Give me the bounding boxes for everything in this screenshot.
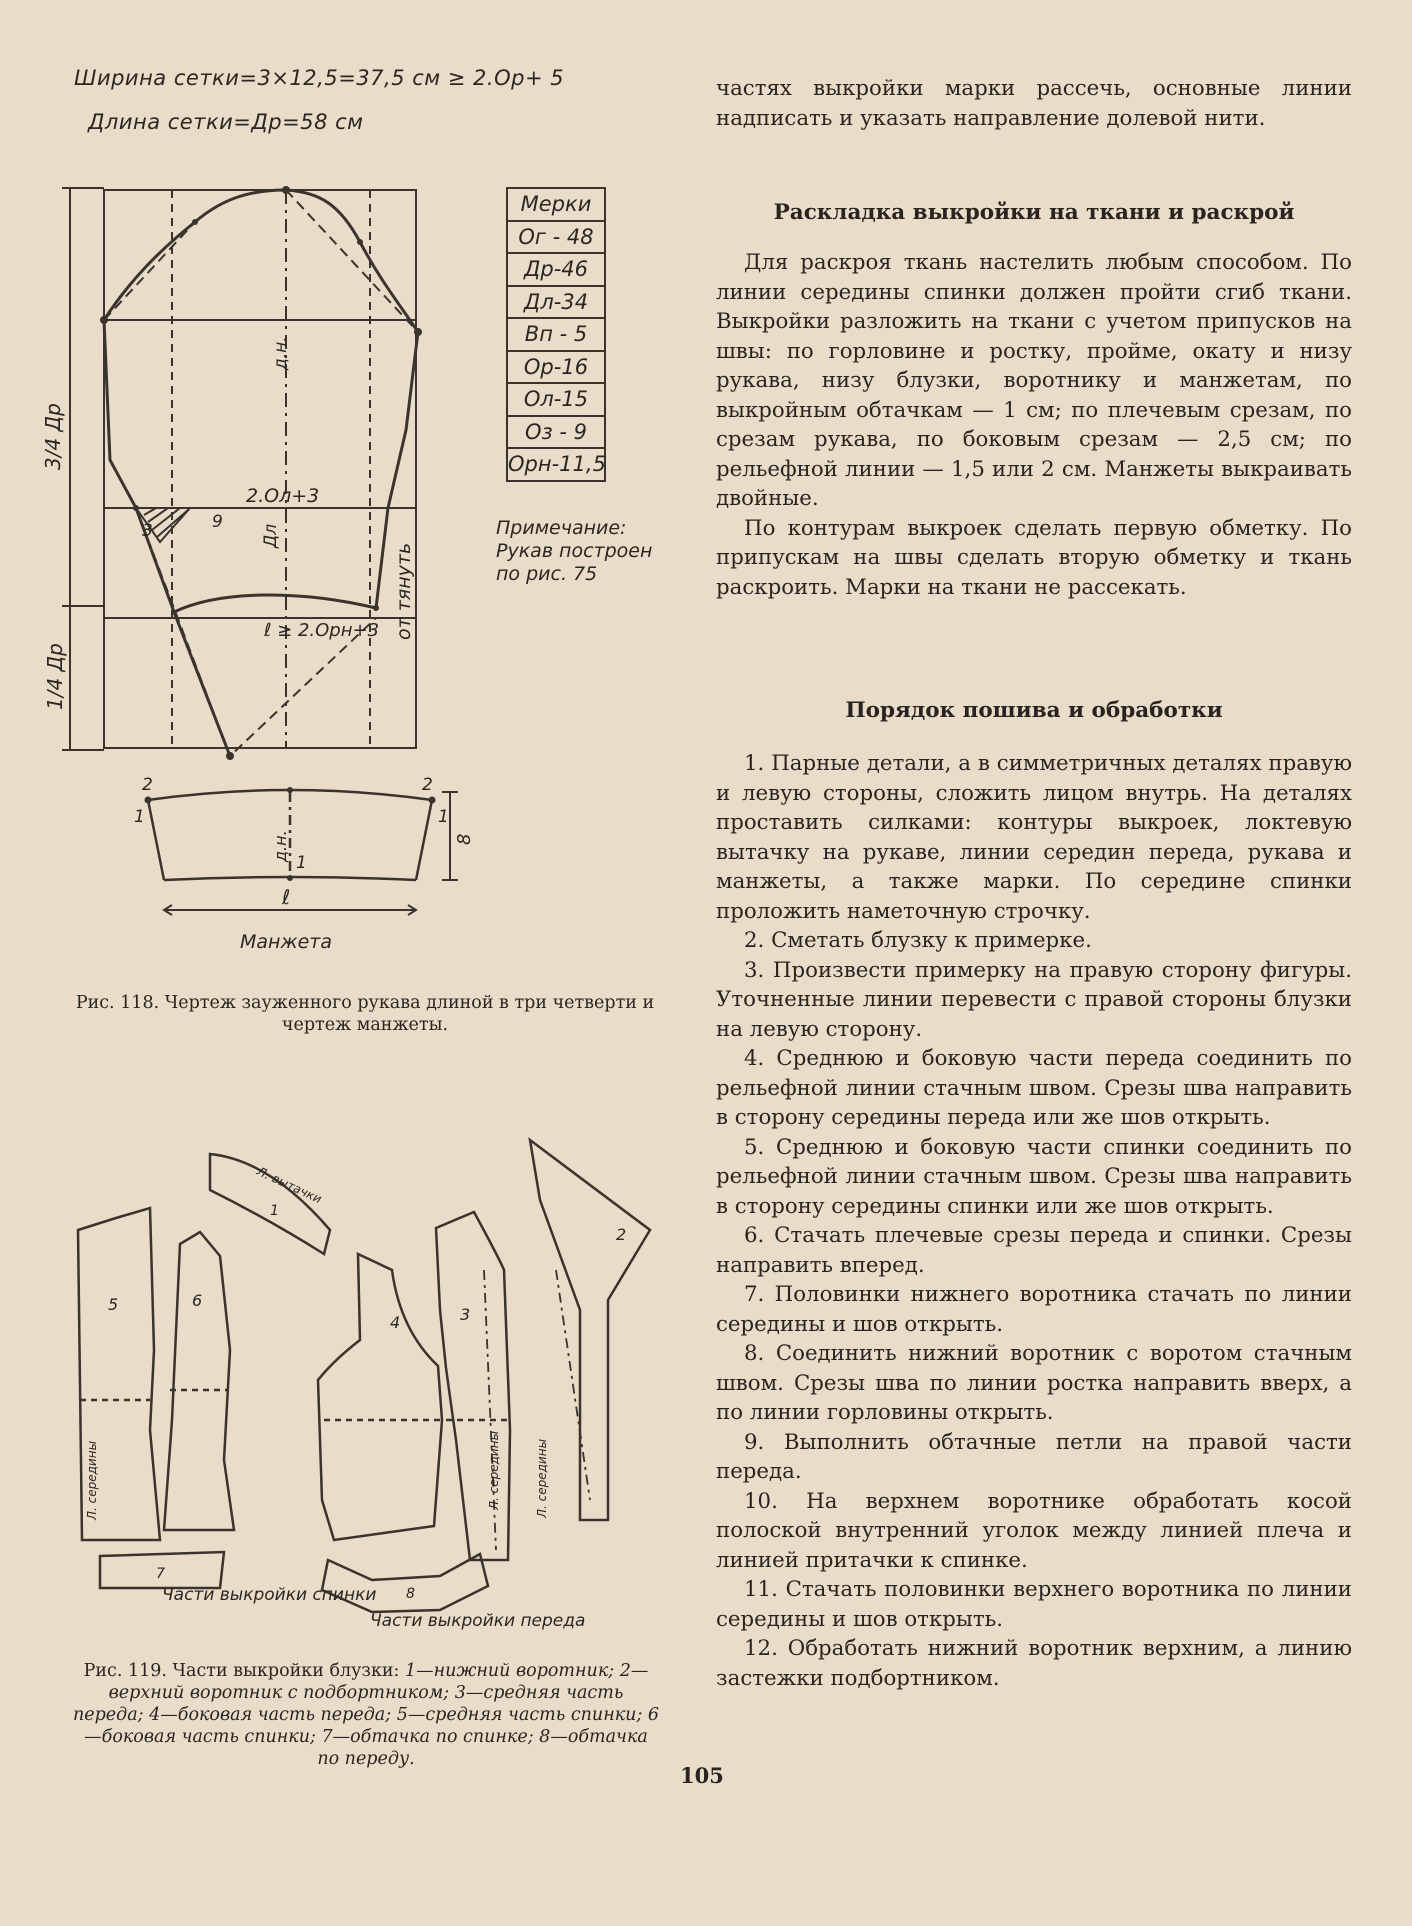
sewing-steps — [716, 749, 1352, 1693]
measure-item: Орн-11,5 — [508, 449, 604, 482]
cuff-label-2: 2 — [422, 775, 433, 795]
step: 11. Стачать половинки верхнего воротника по линии середины и шов открыть. — [716, 1577, 1352, 1632]
step: 7. Половинки нижнего воротника стачать по линии середины и шов открыть. — [716, 1282, 1352, 1337]
measure-item: Вп - 5 — [508, 319, 604, 352]
measures-table — [506, 187, 606, 482]
label-stretch: от тянуть — [393, 542, 415, 640]
cuff-label-dn: д.н. — [271, 830, 290, 862]
back-pieces-label: Части выкройки спинки — [162, 1585, 377, 1605]
piece-4-front-side — [318, 1254, 442, 1540]
step: 6. Стачать плечевые срезы переда и спинки. Срезы направить вперед. — [716, 1223, 1352, 1278]
piece-label-2: 2 — [616, 1225, 627, 1244]
cuff-label-8: 8 — [454, 833, 475, 845]
paragraph: Для раскроя ткань настелить любым способом. По линии середины спинки должен пройти сгиб ткани. Выкройки разложить на ткани с учетом припусков на швы: по горловине и ростку, пройме, окату и низу рукава, низу блузки, воротнику и манжетам, по выкройным обтачкам — 1 см; по плечевым срезам, по срезам рукава, по боковым срезам — 2,5 см; по рельефной линии — 1,5 или 2 см. Манжеты выкраивать двойные. — [716, 250, 1352, 511]
cuff-label-2: 2 — [142, 775, 153, 795]
label-9: 9 — [212, 512, 223, 532]
grid-length-formula: Длина сетки=Др=58 см — [88, 110, 364, 134]
paragraph: По контурам выкроек сделать первую обметку. По припускам на швы сделать вторую обметку и ткань раскроить. Марки на ткани не рассекать. — [716, 515, 1352, 600]
label-3: 3 — [142, 521, 153, 541]
piece-label-7: 7 — [156, 1566, 165, 1582]
center-line-label: Л. середины — [487, 1430, 501, 1510]
measures-header: Мерки — [508, 189, 604, 222]
cuff-draft-figure — [120, 770, 500, 950]
cuff-label-1: 1 — [134, 807, 145, 827]
label-dn: д.н. — [271, 336, 291, 370]
label-dl: Дл — [261, 523, 281, 548]
measure-item: Ор-16 — [508, 352, 604, 385]
step: 1. Парные детали, а в симметричных деталях правую и левую стороны, сложить лицом внутрь. На деталях проставить силками: контуры выкроек, локтевую вытачку на рукаве, линии середин переда, рукава и манжеты, а также марки. По середине спинки проложить наметочную строчку. — [716, 751, 1352, 924]
label-three-quarter: 3/4 Др — [41, 403, 65, 470]
step: 3. Произвести примерку на правую сторону фигуры. Уточненные линии перевести с правой стороны блузки на левую сторону. — [716, 957, 1352, 1042]
measure-item: Дл-34 — [508, 287, 604, 320]
section-heading-sewing: Порядок пошива и обработки — [845, 698, 1223, 723]
section-heading-layout: Раскладка выкройки на ткани и раскрой — [773, 200, 1295, 225]
front-seam — [104, 320, 230, 756]
grid-rectangle — [104, 190, 416, 748]
cuff-label-l: ℓ — [282, 885, 291, 909]
blouse-pieces-figure — [60, 1120, 660, 1640]
step: 9. Выполнить обтачные петли на правой части переда. — [716, 1429, 1352, 1484]
measure-item: Ол-15 — [508, 384, 604, 417]
step: 10. На верхнем воротнике обработать косой полоской внутренний уголок между линией плеча и линией притачки к спинке. — [716, 1488, 1352, 1573]
measure-item: Ог - 48 — [508, 222, 604, 255]
figure-119-caption: Рис. 119. Части выкройки блузки: 1—нижний воротник; 2—верхний воротник с подбортником; 3—средняя часть переда; 4—боковая часть переда; 5—средняя часть спинки; 6—боковая часть спинки; 7—обтачка по спинке; 8—обтачка по переду. — [72, 1661, 660, 1769]
text-continuation: частях выкройки марки рассечь, основные линии надписать и указать направление долевой нити. — [716, 76, 1352, 131]
label-width-bottom: ℓ ≥ 2.Орн+3 — [264, 620, 380, 641]
cuff-label-1: 1 — [296, 853, 307, 873]
piece-label-6: 6 — [192, 1291, 203, 1310]
center-line-label: Л. середины — [85, 1440, 99, 1520]
grid-width-formula: Ширина сетки=3×12,5=37,5 см ≥ 2.Ор+ 5 — [74, 66, 565, 90]
construction-note: Примечание: Рукав построен по рис. 75 — [496, 517, 653, 585]
center-line-label: Л. середины — [535, 1438, 549, 1518]
step: 4. Среднюю и боковую части переда соединить по рельефной линии стачным швом. Срезы шва направить в сторону середины переда или же шов открыть. — [716, 1046, 1352, 1130]
step: 2. Сметать блузку к примерке. — [744, 928, 1092, 953]
layout-paragraphs — [716, 248, 1352, 602]
figure-118-caption: Рис. 118. Чертеж зауженного рукава длиной в три четверти и чертеж манжеты. — [75, 993, 655, 1035]
page-number: 105 — [680, 1763, 724, 1788]
label-quarter: 1/4 Др — [43, 643, 67, 710]
sleeve-hem — [174, 595, 376, 612]
piece-label-1: 1 — [270, 1203, 279, 1219]
piece-label-5: 5 — [108, 1295, 119, 1314]
piece-label-3: 3 — [460, 1305, 471, 1324]
step: 8. Соединить нижний воротник с воротом стачным швом. Срезы шва по линии ростка направить вверх, а по линии горловины открыть. — [716, 1341, 1352, 1425]
stroke-line-label: Л. вытачки — [254, 1164, 324, 1207]
piece-label-8: 8 — [406, 1586, 415, 1602]
front-pieces-label: Части выкройки переда — [370, 1611, 586, 1631]
measure-item: Оз - 9 — [508, 417, 604, 450]
cuff-name: Манжета — [240, 931, 332, 950]
cuff-label-1: 1 — [438, 807, 449, 827]
piece-6-back-side — [164, 1232, 234, 1530]
label-width-formula: 2.Ол+3 — [246, 485, 320, 507]
step: 5. Среднюю и боковую части спинки соединить по рельефной линии стачным швом. Срезы шва направить в сторону середины спинки или же шов открыть. — [716, 1134, 1352, 1219]
piece-label-4: 4 — [390, 1313, 401, 1332]
measure-item: Др-46 — [508, 254, 604, 287]
step: 12. Обработать нижний воротник верхним, а линию застежки подбортником. — [716, 1636, 1352, 1691]
